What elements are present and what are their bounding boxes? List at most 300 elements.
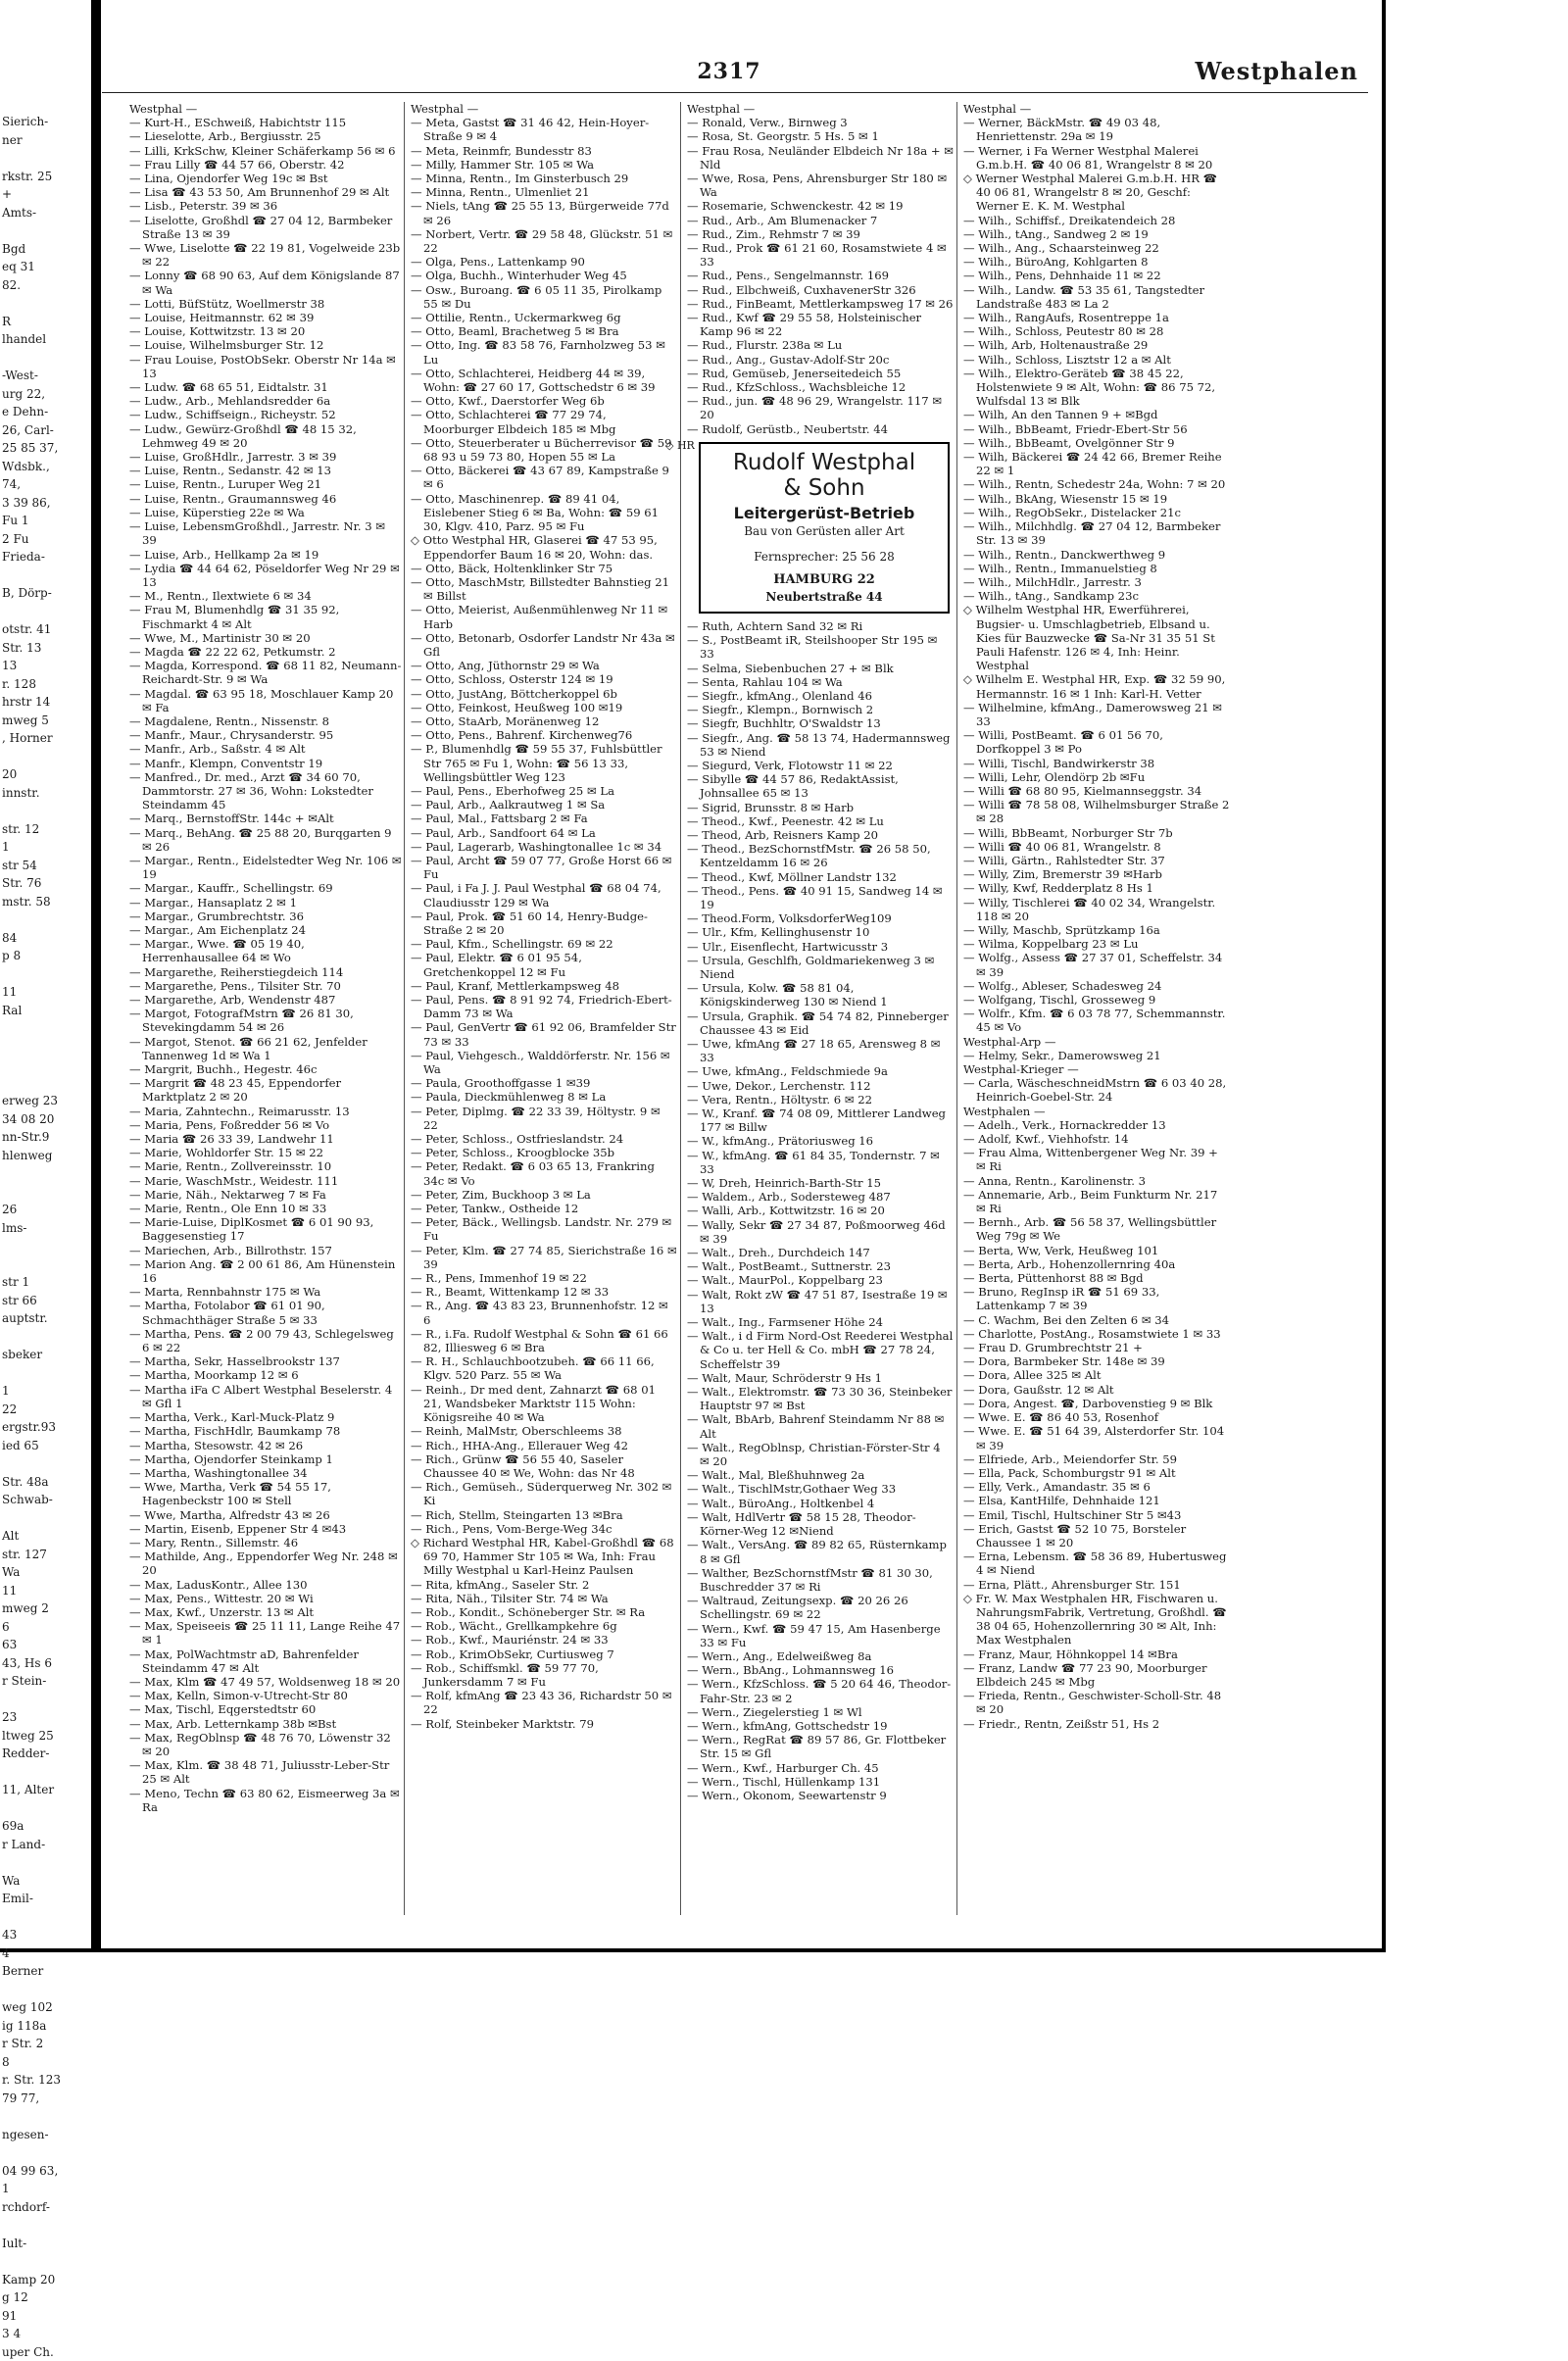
directory-entry: — Willy, Tischlerei ☎ 40 02 34, Wrangelstr. 118 ✉ 20	[963, 896, 1230, 923]
directory-entry: — Reinh., Dr med dent, Zahnarzt ☎ 68 01 21, Wandsbeker Marktstr 115 Wohn: Königsreihe 40 ✉ Wa	[411, 1383, 677, 1425]
directory-entry: — Otto, Bäckerei ☎ 43 67 89, Kampstraße 9 ✉ 6	[411, 464, 677, 491]
previous-page-fragment: Frieda-	[2, 548, 61, 566]
directory-entry: — Wern., RegRat ☎ 89 57 86, Gr. Flottbeker Str. 15 ✉ Gfl	[687, 1733, 954, 1760]
directory-entry: — Milly, Hammer Str. 105 ✉ Wa	[411, 158, 677, 172]
previous-page-fragment: +	[2, 185, 61, 204]
previous-page-fragment: Str. 13	[2, 639, 61, 658]
directory-entry: — Minna, Rentn., Ulmenliet 21	[411, 185, 677, 199]
directory-entry: — Wilh., Elektro-Geräteb ☎ 38 45 22, Holstenwiete 9 ✉ Alt, Wohn: ☎ 86 75 72, Wulfsdal 13 ✉ Blk	[963, 367, 1230, 409]
previous-page-fragment: 3 4	[2, 2325, 61, 2343]
directory-entry: — Lisb., Peterstr. 39 ✉ 36	[129, 199, 402, 213]
directory-entry: — Walt, Rokt zW ☎ 47 51 87, Isestraße 19 ✉ 13	[687, 1288, 954, 1315]
directory-entry: — Martin, Eisenb, Eppener Str 4 ✉43	[129, 1522, 402, 1536]
directory-entry: — Margrit ☎ 48 23 45, Eppendorfer Marktplatz 2 ✉ 20	[129, 1076, 402, 1104]
directory-entry: — Peter, Schloss., Kroogblocke 35b	[411, 1146, 677, 1159]
directory-entry: — Rob., Kondit., Schöneberger Str. ✉ Ra	[411, 1605, 677, 1619]
directory-entry: — Max, LadusKontr., Allee 130	[129, 1578, 402, 1592]
directory-entry: — Erich, Gastst ☎ 52 10 75, Borsteler Chaussee 1 ✉ 20	[963, 1522, 1230, 1549]
directory-entry: — Otto, Steuerberater u Bücherrevisor ☎ 59 68 93 u 59 73 80, Hopen 55 ✉ La	[411, 436, 677, 464]
previous-page-fragment	[2, 2252, 61, 2271]
previous-page-fragment: Bgd	[2, 240, 61, 259]
directory-entry: — Walther, BezSchornstfMstr ☎ 81 30 30, Buschredder 37 ✉ Ri	[687, 1566, 954, 1594]
directory-entry: — Wilh., MilchHdlr., Jarrestr. 3	[963, 575, 1230, 589]
previous-page-fragment: Wa	[2, 1872, 61, 1891]
previous-page-fragment: nn-Str.9	[2, 1128, 61, 1147]
previous-page-fragment: Amts-	[2, 204, 61, 222]
directory-entry: — Marie, Rentn., Ole Enn 10 ✉ 33	[129, 1202, 402, 1215]
column-heading: Westphal —	[687, 102, 954, 116]
directory-entry: — W, Dreh, Heinrich-Barth-Str 15	[687, 1176, 954, 1190]
previous-page-fragment: -West-	[2, 367, 61, 385]
directory-entry: — Martha, Fotolabor ☎ 61 01 90, Schmachthäger Straße 5 ✉ 33	[129, 1299, 402, 1326]
directory-entry: — Martha, Ojendorfer Steinkamp 1	[129, 1452, 402, 1466]
directory-entry: — Margar., Wwe. ☎ 05 19 40, Herrenhausallee 64 ✉ Wo	[129, 937, 402, 964]
directory-entry: — Peter, Diplmg. ☎ 22 33 39, Höltystr. 9 ✉ 22	[411, 1105, 677, 1132]
directory-entry: — Rich., Pens, Vom-Berge-Weg 34c	[411, 1522, 677, 1536]
directory-entry: — Norbert, Vertr. ☎ 29 58 48, Glückstr. 51 ✉ 22	[411, 227, 677, 255]
previous-page-fragment: 26	[2, 1201, 61, 1219]
directory-entry: — Marq., BernstoffStr. 144c + ✉Alt	[129, 812, 402, 825]
directory-entry: — Siegfr, Buchhltr, O'Swaldstr 13	[687, 716, 954, 730]
directory-entry: — Martha, Sekr, Hasselbrookstr 137	[129, 1354, 402, 1368]
previous-page-fragment: Wa	[2, 1563, 61, 1582]
previous-page-fragment: 6	[2, 1618, 61, 1637]
directory-entry: — Peter, Zim, Buckhoop 3 ✉ La	[411, 1188, 677, 1202]
directory-entry: — Rud, Gemüseb, Jenerseitedeich 55	[687, 367, 954, 380]
directory-entry: — Wally, Sekr ☎ 27 34 87, Poßmoorweg 46d ✉ 39	[687, 1218, 954, 1246]
directory-entry: — Uwe, kfmAng ☎ 27 18 65, Arensweg 8 ✉ 33	[687, 1037, 954, 1064]
directory-entry: — Wern., kfmAng, Gottschedstr 19	[687, 1719, 954, 1733]
directory-entry: — Adolf, Kwf., Viehhofstr. 14	[963, 1132, 1230, 1146]
directory-entry: — Rob., Kwf., Mauriénstr. 24 ✉ 33	[411, 1633, 677, 1647]
directory-entry: — Manfr., Klempn, Conventstr 19	[129, 757, 402, 770]
directory-entry: — Olga, Pens., Lattenkamp 90	[411, 255, 677, 269]
directory-entry: — W., kfmAng. ☎ 61 84 35, Tondernstr. 7 ✉ 33	[687, 1149, 954, 1176]
previous-page-fragment: r Stein-	[2, 1672, 61, 1691]
directory-entry: — Wilhelmine, kfmAng., Damerowsweg 21 ✉ 33	[963, 701, 1230, 728]
advertisement-box	[699, 442, 950, 614]
previous-page-fragment: Str. 76	[2, 874, 61, 893]
directory-entry: — Wolfg., Ableser, Schadesweg 24	[963, 979, 1230, 993]
previous-page-fragment: R	[2, 313, 61, 331]
directory-column-4	[956, 102, 1230, 1915]
previous-page-fragment: weg 102	[2, 1998, 61, 2017]
directory-entry: — Rud., Flurstr. 238a ✉ Lu	[687, 338, 954, 352]
directory-entry: — Anna, Rentn., Karolinenstr. 3	[963, 1174, 1230, 1188]
directory-entry: — Wilh., BbBeamt, Friedr-Ebert-Str 56	[963, 422, 1230, 436]
previous-page-fragment: str 1	[2, 1273, 61, 1292]
directory-entry: — Wilh, Arb, Holtenaustraße 29	[963, 338, 1230, 352]
previous-page-fragment: 69a	[2, 1817, 61, 1836]
previous-page-fragment: p 8	[2, 947, 61, 965]
directory-entry: — Walt., Elektromstr. ☎ 73 30 36, Steinbeker Hauptstr 97 ✉ Bst	[687, 1385, 954, 1412]
directory-entry: — Willi, Lehr, Olendörp 2b ✉Fu	[963, 770, 1230, 784]
previous-page-fragment: 3 39 86,	[2, 494, 61, 513]
directory-entry: — Willi, Gärtn., Rahlstedter Str. 37	[963, 854, 1230, 867]
directory-entry: — Paul, Mal., Fattsbarg 2 ✉ Fa	[411, 812, 677, 825]
previous-page-fragment	[2, 965, 61, 984]
directory-entry: — Max, Kelln, Simon-v-Utrecht-Str 80	[129, 1689, 402, 1702]
directory-entry: — Magdal. ☎ 63 95 18, Moschlauer Kamp 20 ✉ Fa	[129, 687, 402, 714]
directory-entry: — Wilh., Rentn., Danckwerthweg 9	[963, 548, 1230, 562]
directory-entry: — Maria, Zahntechn., Reimarusstr. 13	[129, 1105, 402, 1118]
directory-entry: — Senta, Rahlau 104 ✉ Wa	[687, 675, 954, 689]
previous-page-fragment: r. 128	[2, 675, 61, 694]
directory-entry: — W., Kranf. ☎ 74 08 09, Mittlerer Landweg 177 ✉ Billw	[687, 1107, 954, 1134]
directory-entry: — Wilh., RegObSekr., Distelacker 21c	[963, 506, 1230, 519]
directory-entry: — Paul, Arb., Sandfoort 64 ✉ La	[411, 826, 677, 840]
directory-entry: — Werner, i Fa Werner Westphal Malerei G.m.b.H. ☎ 40 06 81, Wrangelstr 8 ✉ 20	[963, 144, 1230, 172]
directory-entry: — Otto, Schlachterei, Heidberg 44 ✉ 39, Wohn: ☎ 27 60 17, Gottschedstr 6 ✉ 39	[411, 367, 677, 394]
directory-entry: — Louise, Kottwitzstr. 13 ✉ 20	[129, 324, 402, 338]
directory-entry: — Martha iFa C Albert Westphal Beselerstr. 4 ✉ Gfl 1	[129, 1383, 402, 1410]
directory-entry: — Ludw., Arb., Mehlandsredder 6a	[129, 394, 402, 408]
page-number: 2317	[651, 59, 808, 84]
directory-entry: — Walt., Mal, Bleßhuhnweg 2a	[687, 1468, 954, 1482]
directory-entry: — Max, Kwf., Unzerstr. 13 ✉ Alt	[129, 1605, 402, 1619]
directory-entry: — Rob., KrimObSekr, Curtiusweg 7	[411, 1648, 677, 1661]
directory-entry: — Luise, Rentn., Graumannsweg 46	[129, 492, 402, 506]
directory-entry: — Luise, Rentn., Luruper Weg 21	[129, 477, 402, 491]
previous-page-fragment: 82.	[2, 276, 61, 295]
previous-page-fragment: 22	[2, 1401, 61, 1419]
directory-entry: — Otto, Pens., Bahrenf. Kirchenweg76	[411, 728, 677, 742]
directory-entry: — Wilh., Schiffsf., Dreikatendeich 28	[963, 214, 1230, 227]
previous-page-fragment: 74,	[2, 475, 61, 494]
directory-entry: — Martha, FischHdlr, Baumkamp 78	[129, 1424, 402, 1438]
previous-page-fragment	[2, 1454, 61, 1473]
directory-entry: — Dora, Allee 325 ✉ Alt	[963, 1368, 1230, 1382]
directory-entry: — Wilh., BüroAng, Kohlgarten 8	[963, 255, 1230, 269]
previous-page-fragment: 43	[2, 1926, 61, 1944]
previous-page-fragment: 13	[2, 657, 61, 675]
directory-entry: — Meno, Techn ☎ 63 80 62, Eismeerweg 3a ✉ Ra	[129, 1787, 402, 1814]
directory-entry: — Rita, kfmAng., Saseler Str. 2	[411, 1578, 677, 1592]
previous-page-fragment: 1	[2, 2180, 61, 2198]
directory-entry: — Lina, Ojendorfer Weg 19c ✉ Bst	[129, 172, 402, 185]
directory-entry: — Paul, Kranf, Mettlerkampsweg 48	[411, 979, 677, 993]
previous-page-fragment: ner	[2, 131, 61, 150]
directory-entry: — Rich., Grünw ☎ 56 55 40, Saseler Chaussee 40 ✉ We, Wohn: das Nr 48	[411, 1452, 677, 1480]
directory-entry: — Margar., Kauffr., Schellingstr. 69	[129, 881, 402, 895]
directory-entry: — Louise, Heitmannstr. 62 ✉ 39	[129, 311, 402, 324]
previous-page-fragment: Schwab-	[2, 1491, 61, 1509]
directory-entry: — Lieselotte, Arb., Bergiusstr. 25	[129, 129, 402, 143]
directory-entry: — Adelh., Verk., Hornackredder 13	[963, 1118, 1230, 1132]
ad-phone: Fernsprecher: 25 56 28	[705, 550, 944, 564]
directory-entry: — Osw., Buroang. ☎ 6 05 11 35, Pirolkamp 55 ✉ Du	[411, 283, 677, 311]
directory-entry: — Kurt-H., ESchweiß, Habichtstr 115	[129, 116, 402, 129]
directory-entry: — Rosa, St. Georgstr. 5 Hs. 5 ✉ 1	[687, 129, 954, 143]
previous-page-text-fragments	[2, 113, 61, 2361]
directory-entry: — Rob., Schiffsmkl. ☎ 59 77 70, Junkersdamm 7 ✉ Fu	[411, 1661, 677, 1689]
previous-page-fragment: ied 65	[2, 1437, 61, 1455]
directory-entry: — Wolfg., Assess ☎ 27 37 01, Scheffelstr. 34 ✉ 39	[963, 951, 1230, 978]
directory-entry: — P., Blumenhdlg ☎ 59 55 37, Fuhlsbüttler Str 765 ✉ Fu 1, Wohn: ☎ 56 13 33, Wellingsbüttler Weg 123	[411, 742, 677, 784]
previous-page-fragment: Alt	[2, 1527, 61, 1546]
previous-page-fragment: r Land-	[2, 1836, 61, 1854]
directory-entry: — Frau M, Blumenhdlg ☎ 31 35 92, Fischmarkt 4 ✉ Alt	[129, 603, 402, 630]
directory-entry: — Martha, Verk., Karl-Muck-Platz 9	[129, 1410, 402, 1424]
directory-entry: — Lotti, BüfStütz, Woellmerstr 38	[129, 297, 402, 311]
previous-page-fragment	[2, 1019, 61, 1038]
directory-entry: — Maria ☎ 26 33 39, Landwehr 11	[129, 1132, 402, 1146]
directory-entry: — Siegfr., Ang. ☎ 58 13 74, Hadermannsweg 53 ✉ Niend	[687, 731, 954, 759]
previous-page-fragment	[2, 1908, 61, 1927]
previous-page-fragment	[2, 1074, 61, 1093]
previous-page-fragment: 91	[2, 2307, 61, 2326]
directory-entry: — Otto, Schloss, Osterstr 124 ✉ 19	[411, 672, 677, 686]
directory-entry: — Olga, Buchh., Winterhuder Weg 45	[411, 269, 677, 282]
directory-entry: — Marie, Wohldorfer Str. 15 ✉ 22	[129, 1146, 402, 1159]
previous-page-fragment: str 66	[2, 1292, 61, 1310]
directory-entry: — Elsa, KantHilfe, Dehnhaide 121	[963, 1494, 1230, 1507]
directory-entry: — Mariechen, Arb., Billrothstr. 157	[129, 1244, 402, 1257]
directory-entry: — Wern., Tischl, Hüllenkamp 131	[687, 1775, 954, 1789]
directory-entry: — Magda, Korrespond. ☎ 68 11 82, Neumann-Reichardt-Str. 9 ✉ Wa	[129, 659, 402, 686]
directory-entry: — Martha, Moorkamp 12 ✉ 6	[129, 1368, 402, 1382]
directory-entry: — Uwe, kfmAng., Feldschmiede 9a	[687, 1064, 954, 1078]
directory-entry: — Berta, Ww, Verk, Heußweg 101	[963, 1244, 1230, 1257]
directory-entry: — Ursula, Geschlfh, Goldmariekenweg 3 ✉ Niend	[687, 954, 954, 981]
directory-entry: — Margrit, Buchh., Hegestr. 46c	[129, 1062, 402, 1076]
directory-entry: — Willi, BbBeamt, Norburger Str 7b	[963, 826, 1230, 840]
directory-entry: — Annemarie, Arb., Beim Funkturm Nr. 217 ✉ Ri	[963, 1188, 1230, 1215]
previous-page-fragment: eq 31	[2, 258, 61, 276]
directory-entry: — Paul, Viehgesch., Walddörferstr. Nr. 156 ✉ Wa	[411, 1049, 677, 1076]
ad-city: HAMBURG 22	[705, 573, 944, 587]
previous-page-fragment	[2, 2143, 61, 2162]
directory-entry: — Lilli, KrkSchw, Kleiner Schäferkamp 56 ✉ 6	[129, 144, 402, 158]
previous-page-fragment	[2, 1691, 61, 1709]
directory-entry: — Walt., RegOblnsp, Christian-Förster-Str 4 ✉ 20	[687, 1441, 954, 1468]
directory-entry: — Luise, LebensmGroßhdl., Jarrestr. Nr. 3 ✉ 39	[129, 519, 402, 547]
directory-entry: — Wern., BbAng., Lohmannsweg 16	[687, 1663, 954, 1677]
directory-entry: — Otto, Feinkost, Heußweg 100 ✉19	[411, 701, 677, 714]
directory-entry: — Theod.Form, VolksdorferWeg109	[687, 911, 954, 925]
section-title: Westphalen	[1196, 57, 1358, 85]
directory-entry: — Helmy, Sekr., Damerowsweg 21	[963, 1049, 1230, 1062]
directory-entry: — Sibylle ☎ 44 57 86, RedaktAssist, Johnsallee 65 ✉ 13	[687, 772, 954, 800]
directory-entry: — Lonny ☎ 68 90 63, Auf dem Königslande 87 ✉ Wa	[129, 269, 402, 296]
previous-page-fragment: erweg 23	[2, 1092, 61, 1110]
directory-entry: — Elly, Verk., Amandastr. 35 ✉ 6	[963, 1480, 1230, 1494]
directory-entry: — Otto, Ing. ☎ 83 58 76, Farnholzweg 53 ✉ Lu	[411, 338, 677, 366]
previous-page-fragment: 8	[2, 2053, 61, 2072]
directory-entry: — Dora, Gaußstr. 12 ✉ Alt	[963, 1383, 1230, 1397]
directory-entry: — Paul, Archt ☎ 59 07 77, Große Horst 66 ✉ Fu	[411, 854, 677, 881]
previous-page-fragment	[2, 566, 61, 585]
previous-page-fragment: 1	[2, 838, 61, 857]
directory-entry: — Wilh., BbBeamt, Ovelgönner Str 9	[963, 436, 1230, 450]
previous-page-fragment: Kamp 20	[2, 2271, 61, 2289]
directory-entry: — Paul, Pens. ☎ 8 91 92 74, Friedrich-Ebert-Damm 73 ✉ Wa	[411, 993, 677, 1020]
previous-page-fragment: 11	[2, 983, 61, 1002]
directory-entry: — Margar., Am Eichenplatz 24	[129, 923, 402, 937]
directory-entry: — Max, Klm ☎ 47 49 57, Woldsenweg 18 ✉ 20	[129, 1675, 402, 1689]
previous-page-fragment: str. 127	[2, 1546, 61, 1564]
directory-entry: — Wilh., Rentn, Schedestr 24a, Wohn: 7 ✉ 20	[963, 477, 1230, 491]
previous-page-fragment: ngesen-	[2, 2126, 61, 2144]
directory-entry: — Walt, BbArb, Bahrenf Steindamm Nr 88 ✉ Alt	[687, 1412, 954, 1440]
directory-entry: — Marie-Luise, DiplKosmet ☎ 6 01 90 93, Baggesenstieg 17	[129, 1215, 402, 1243]
directory-entry: — Rud., FinBeamt, Mettlerkampsweg 17 ✉ 26	[687, 297, 954, 311]
directory-entry: — Rich., Gemüseh., Süderquerweg Nr. 302 ✉ Ki	[411, 1480, 677, 1507]
directory-entry: — Siegurd, Verk, Flotowstr 11 ✉ 22	[687, 759, 954, 772]
directory-entry: — Willy, Kwf, Redderplatz 8 Hs 1	[963, 881, 1230, 895]
directory-entry: — Wilh., RangAufs, Rosentreppe 1a	[963, 311, 1230, 324]
directory-entry: — Rolf, Steinbeker Marktstr. 79	[411, 1717, 677, 1731]
directory-entry: — Peter, Tankw., Ostheide 12	[411, 1202, 677, 1215]
directory-entry: — Ursula, Graphik. ☎ 54 74 82, Pinneberger Chaussee 43 ✉ Eid	[687, 1009, 954, 1037]
previous-page-fragment: 4	[2, 1944, 61, 1963]
previous-page-fragment: , Horner	[2, 729, 61, 748]
previous-page-fragment	[2, 802, 61, 820]
directory-entry: — Wern., Ziegelerstieg 1 ✉ Wl	[687, 1705, 954, 1719]
directory-entry: — Marie, Näh., Nektarweg 7 ✉ Fa	[129, 1188, 402, 1202]
directory-entry: — Siegfr., Klempn., Bornwisch 2	[687, 703, 954, 716]
directory-entry: — Walt, HdlVertr ☎ 58 15 28, Theodor-Körner-Weg 12 ✉Niend	[687, 1510, 954, 1538]
directory-entry: — Wern., Kwf., Harburger Ch. 45	[687, 1761, 954, 1775]
page-header	[102, 57, 1368, 93]
previous-page-fragment: hrstr 14	[2, 693, 61, 712]
previous-page-fragment: Fu 1	[2, 512, 61, 530]
directory-entry: — Paul, Kfm., Schellingstr. 69 ✉ 22	[411, 937, 677, 951]
previous-page-fragment: 2 Fu	[2, 530, 61, 549]
previous-page-fragment: hlenweg	[2, 1147, 61, 1165]
directory-entry: — R., Beamt, Wittenkamp 12 ✉ 33	[411, 1285, 677, 1299]
directory-entry: — Walt., MaurPol., Koppelbarg 23	[687, 1273, 954, 1287]
previous-page-fragment: 23	[2, 1708, 61, 1727]
directory-entry: — Peter, Schloss., Ostfrieslandstr. 24	[411, 1132, 677, 1146]
directory-entry: — Uwe, Dekor., Lerchenstr. 112	[687, 1079, 954, 1093]
directory-entry: — Frau Louise, PostObSekr. Oberstr Nr 14a ✉ 13	[129, 353, 402, 380]
directory-entry: — Wern., Okonom, Seewartenstr 9	[687, 1789, 954, 1802]
previous-page-fragment: 11	[2, 1582, 61, 1600]
previous-page-fragment: sbeker	[2, 1346, 61, 1364]
directory-entry: — Theod., Pens. ☎ 40 91 15, Sandweg 14 ✉ 19	[687, 884, 954, 911]
directory-entry: — Paul, i Fa J. J. Paul Westphal ☎ 68 04 74, Claudiusstr 129 ✉ Wa	[411, 881, 677, 909]
directory-entry: — C. Wachm, Bei den Zelten 6 ✉ 34	[963, 1313, 1230, 1327]
directory-entry: — Rud., Pens., Sengelmannstr. 169	[687, 269, 954, 282]
directory-entry: — Paul, GenVertr ☎ 61 92 06, Bramfelder Str 73 ✉ 33	[411, 1020, 677, 1048]
directory-entry: — Niels, tAng ☎ 25 55 13, Bürgerweide 77d ✉ 26	[411, 199, 677, 226]
book-gutter	[0, 0, 101, 1948]
directory-entry: — Ludw. ☎ 68 65 51, Eidtalstr. 31	[129, 380, 402, 394]
previous-page-fragment: B, Dörp-	[2, 584, 61, 603]
directory-entry: — Rud., KfzSchloss., Wachsbleiche 12	[687, 380, 954, 394]
directory-entry: — Willi, Tischl, Bandwirkerstr 38	[963, 757, 1230, 770]
directory-entry: — Martha, Stesowstr. 42 ✉ 26	[129, 1439, 402, 1452]
directory-entry: — Rud., Kwf ☎ 29 55 58, Holsteinischer Kamp 96 ✉ 22	[687, 311, 954, 338]
directory-entry: — Walt., VersAng. ☎ 89 82 65, Rüsternkamp 8 ✉ Gfl	[687, 1538, 954, 1565]
directory-entry: — Ursula, Kolw. ☎ 58 81 04, Königskinderweg 130 ✉ Niend 1	[687, 981, 954, 1008]
previous-page-fragment: Sierich-	[2, 113, 61, 131]
ad-company-name-suffix: & Sohn	[705, 475, 944, 501]
directory-entry: — Frau D. Grumbrechtstr 21 +	[963, 1341, 1230, 1354]
directory-entry: — Frieda, Rentn., Geschwister-Scholl-Str. 48 ✉ 20	[963, 1689, 1230, 1716]
directory-entry: — Friedr., Rentn, Zeißstr 51, Hs 2	[963, 1717, 1230, 1731]
directory-entry: — Magda ☎ 22 22 62, Petkumstr. 2	[129, 645, 402, 659]
previous-page-fragment: mweg 5	[2, 712, 61, 730]
directory-entry: — Elfriede, Arb., Meiendorfer Str. 59	[963, 1452, 1230, 1466]
directory-entry: — Max, Tischl, Eqgerstedtstr 60	[129, 1702, 402, 1716]
previous-page-fragment: 84	[2, 929, 61, 948]
directory-entry: — Mathilde, Ang., Eppendorfer Weg Nr. 248 ✉ 20	[129, 1549, 402, 1577]
directory-entry: — Willy, Zim, Bremerstr 39 ✉Harb	[963, 867, 1230, 881]
directory-entry: — Otto, Bäck, Holtenklinker Str 75	[411, 562, 677, 575]
directory-entry: — Paul, Lagerarb, Washingtonallee 1c ✉ 34	[411, 840, 677, 854]
directory-entry: — Franz, Maur, Höhnkoppel 14 ✉Bra	[963, 1648, 1230, 1661]
directory-entry: — Max, PolWachtmstr aD, Bahrenfelder Steindamm 47 ✉ Alt	[129, 1648, 402, 1675]
column-heading: Westphal —	[129, 102, 402, 116]
previous-page-fragment: 11, Alter	[2, 1781, 61, 1799]
directory-entry: — Wolfr., Kfm. ☎ 6 03 78 77, Schemmannstr. 45 ✉ Vo	[963, 1007, 1230, 1034]
directory-entry: — Rud., Arb., Am Blumenacker 7	[687, 214, 954, 227]
directory-entry: — Rud., Ang., Gustav-Adolf-Str 20c	[687, 353, 954, 367]
directory-entry: — Otto, Kwf., Daerstorfer Weg 6b	[411, 394, 677, 408]
directory-entry: — Marta, Rennbahnstr 175 ✉ Wa	[129, 1285, 402, 1299]
directory-entry: — Wwe, M., Martinistr 30 ✉ 20	[129, 631, 402, 645]
directory-entry: — Wilma, Koppelbarg 23 ✉ Lu	[963, 937, 1230, 951]
directory-entry: — Wern., KfzSchloss. ☎ 5 20 64 46, Theodor-Fahr-Str. 23 ✉ 2	[687, 1677, 954, 1704]
previous-page-fragment: 25 85 37,	[2, 439, 61, 458]
directory-entry: — Wilh, Bäckerei ☎ 24 42 66, Bremer Reihe 22 ✉ 1	[963, 450, 1230, 477]
directory-entry: — Willy, Maschb, Sprützkamp 16a	[963, 923, 1230, 937]
ad-company-name: Rudolf Westphal	[705, 450, 944, 475]
directory-entry: — Otto, Schlachterei ☎ 77 29 74, Moorburger Elbdeich 185 ✉ Mbg	[411, 408, 677, 435]
directory-entry: — Berta, Püttenhorst 88 ✉ Bgd	[963, 1271, 1230, 1285]
directory-entry: — Maria, Pens, Foßredder 56 ✉ Vo	[129, 1118, 402, 1132]
directory-entry: — Luise, Rentn., Sedanstr. 42 ✉ 13	[129, 464, 402, 477]
directory-entry: — Reinh, MalMstr, Oberschleems 38	[411, 1424, 677, 1438]
directory-entry: — Vera, Rentn., Höltystr. 6 ✉ 22	[687, 1093, 954, 1107]
previous-page-fragment	[2, 603, 61, 621]
directory-entry: — Otto, JustAng, Böttcherkoppel 6b	[411, 687, 677, 701]
directory-entry: — Wwe. E. ☎ 51 64 39, Alsterdorfer Str. 104 ✉ 39	[963, 1424, 1230, 1451]
ad-hr-marker: ◇ HR	[665, 440, 695, 452]
previous-page-fragment: 79 77,	[2, 2090, 61, 2108]
directory-entry: — Theod., Kwf, Möllner Landstr 132	[687, 870, 954, 884]
directory-entry: — Liselotte, Großhdl ☎ 27 04 12, Barmbeker Straße 13 ✉ 39	[129, 214, 402, 241]
previous-page-fragment: mweg 2	[2, 1599, 61, 1618]
directory-entry: — Walt., TischlMstr,Gothaer Weg 33	[687, 1482, 954, 1496]
previous-page-fragment: r. Str. 123	[2, 2071, 61, 2090]
directory-entry: — Paul, Pens., Eberhofweg 25 ✉ La	[411, 784, 677, 798]
directory-entry: — Wilh., Schloss, Peutestr 80 ✉ 28	[963, 324, 1230, 338]
directory-entry: — Margar., Hansaplatz 2 ✉ 1	[129, 896, 402, 910]
previous-page-fragment: g 12	[2, 2288, 61, 2307]
directory-entry: — Manfred., Dr. med., Arzt ☎ 34 60 70, Dammtorstr. 27 ✉ 36, Wohn: Lokstedter Steindamm 45	[129, 770, 402, 812]
previous-page-fragment: 63	[2, 1636, 61, 1654]
directory-entry: — Lydia ☎ 44 64 62, Pöseldorfer Weg Nr 29 ✉ 13	[129, 562, 402, 589]
directory-column-1	[129, 102, 402, 1915]
directory-entry: — Rich, Stellm, Steingarten 13 ✉Bra	[411, 1508, 677, 1522]
directory-entry: — Marq., BehAng. ☎ 25 88 20, Burqgarten 9 ✉ 26	[129, 826, 402, 854]
directory-entry: Westphal-Arp —	[963, 1035, 1230, 1049]
directory-entry: — Luise, Arb., Hellkamp 2a ✉ 19	[129, 548, 402, 562]
directory-entry: — Mary, Rentn., Sillemstr. 46	[129, 1536, 402, 1549]
directory-entry: — Margot, Stenot. ☎ 66 21 62, Jenfelder Tannenweg 1d ✉ Wa 1	[129, 1035, 402, 1062]
previous-page-fragment	[2, 1164, 61, 1183]
directory-entry: — Otto, MaschMstr, Billstedter Bahnstieg 21 ✉ Billst	[411, 575, 677, 603]
directory-entry: — Walt., Ing., Farmsener Höhe 24	[687, 1315, 954, 1329]
directory-entry: — Erna, Plätt., Ahrensburger Str. 151	[963, 1578, 1230, 1592]
directory-entry: — Dora, Angest. ☎, Darbovenstieg 9 ✉ Blk	[963, 1397, 1230, 1410]
ad-business-type: Leitergerüst-Betrieb	[705, 507, 944, 520]
directory-entry: — Willi, PostBeamt. ☎ 6 01 56 70, Dorfkoppel 3 ✉ Po	[963, 728, 1230, 756]
directory-entry: — Waltraud, Zeitungsexp. ☎ 20 26 26 Schellingstr. 69 ✉ 22	[687, 1594, 954, 1621]
